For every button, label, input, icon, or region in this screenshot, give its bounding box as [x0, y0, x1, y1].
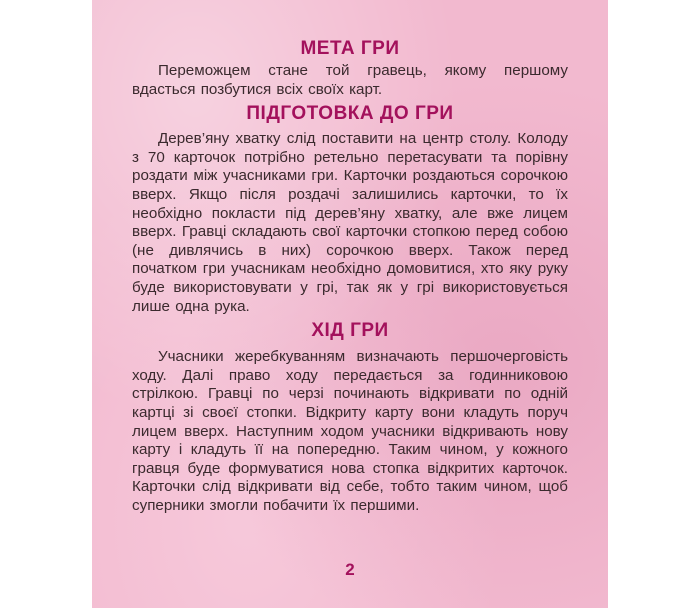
section-title-preparation: ПІДГОТОВКА ДО ГРИ — [246, 103, 454, 125]
section-title-gameplay: ХІД ГРИ — [311, 320, 389, 342]
section-text-goal: Переможцем стане той гравець, якому першому вдасться позбутися всіх своїх карт. — [132, 62, 568, 98]
section-text-preparation: Дерев’яну хватку слід поставити на центр столу. Колоду з 70 карточок потрібно ретельно перетасувати та порівну роздати між учасниками гри. Карточки роздаються сорочкою вверх. Якщо після роздачі залишились карточки, то їх необхідно покласти під дерев’яну хватку, але вже лицем вверх. Гравці складають свої карточки стопкою перед собою (не дивлячись в них) сорочкою вверх. Також перед початком гри учасникам необхідно домовитися, хто яку руку буде використовувати у грі, так як у грі використовується лише одна рука. — [132, 130, 568, 315]
section-title-goal: МЕТА ГРИ — [300, 38, 400, 59]
page-number: 2 — [345, 560, 355, 579]
rules-page — [92, 0, 608, 608]
section-text-gameplay: Учасники жеребкуванням визначають першочерговість ходу. Далі право ходу передається за годинниковою стрілкою. Гравці по черзі починають відкривати по одній картці зі своєї стопки. Відкриту карту вони кладуть поруч лицем вверх. Наступним ходом учасники відкривають нову карту і кладуть її на попередню. Таким чином, у кожного гравця буде формуватися нова стопка відкритих карточок. Карточки слід відкривати від себе, тобто таким чином, щоб суперники змогли побачити їх першими. — [132, 348, 568, 514]
